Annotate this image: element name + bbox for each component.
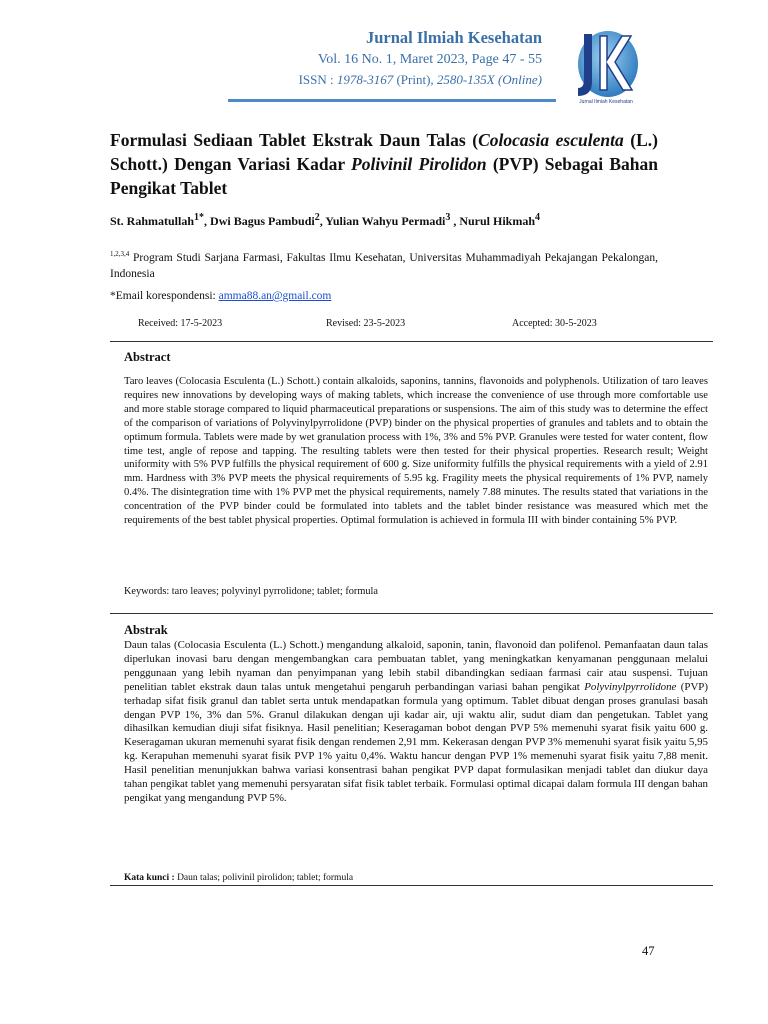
abstract-heading: Abstract bbox=[124, 350, 171, 364]
kata-kunci: Kata kunci : Daun talas; polivinil pirolidon; tablet; formula bbox=[124, 873, 354, 883]
author-list: St. Rahmatullah$^{1*}$, Dwi Bagus Pambudi$^2$, Yulian Wahyu Permadi$^3$ , Nurul Hikmah$^4$ bbox=[110, 212, 541, 228]
divider bbox=[110, 885, 713, 886]
author-name: Nurul Hikmah bbox=[459, 214, 536, 228]
revised-date: Revised: 23-5-2023 bbox=[326, 318, 406, 329]
accepted-date: Accepted: 30-5-2023 bbox=[512, 318, 597, 329]
affiliation: $^{1,2,3,4}$ Program Studi Sarjana Farmasi, Fakultas Ilmu Kesehatan, Universitas Muhammadiyah Pekajangan Pekalongan, Indonesia bbox=[110, 250, 658, 280]
keywords: Keywords: taro leaves; polyvinyl pyrrolidone; tablet; formula bbox=[124, 586, 378, 597]
paper-title: Formulasi Sediaan Tablet Ekstrak Daun Talas (Colocasia esculenta (L.) Schott.) Dengan Variasi Kadar Polivinil Pirolidon (PVP) Sebagai Bahan Pengikat Tablet bbox=[110, 130, 659, 198]
abstract-body: Taro leaves (Colocasia Esculenta (L.) Schott.) contain alkaloids, saponins, tannins, flavonoids and polyphenols. Utilization of taro leaves requires new innovations by developing ways of making tablets, which increase the convenience of use through more comfortable use and more stable storage compared to liquid pharmaceutical preparations or suspensions. The aim of this study was to determine the effect of the comparison of variations of Polyvinylpyrrolidone (PVP) binder on the physical properties of granules and tablets and to obtain the optimum formula. Tablets were made by wet granulation process with 1%, 3% and 5% PVP. Granules were tested for water content, flow time test, angle of repose and tapping. The resulting tablets were then tested for their physical properties. Research result; Weight uniformity with 5% PVP fulfills the physical requirement of 600 g. Size uniformity fulfills the physical requirements with a yield of 2.91 mm. Hardness with 3% PVP meets the physical requirements of 5.95 kg. Fragility meets the physical requirements of 1% PVP, namely 0.4%. The disintegration time with 1% PVP met the physical requirements, namely 7.88 minutes. The results stated that variations in the concentration of the PVP binder could be formulated into tablets and the tablet binder resistance was measured which met the requirements of the best tablet physical properties. Optimal formulation is achieved in formula III with binder containing 5% PVP. bbox=[124, 376, 708, 527]
divider bbox=[110, 613, 713, 614]
logo-text: Jurnal Ilmiah Kesehatan bbox=[579, 99, 633, 105]
author-name: Yulian Wahyu Permadi bbox=[325, 214, 446, 228]
journal-name: Jurnal Ilmiah Kesehatan bbox=[365, 28, 542, 47]
correspondence: *Email korespondensi: amma88.an@gmail.com bbox=[110, 290, 332, 302]
email-link[interactable]: amma88.an@gmail.com bbox=[218, 290, 332, 302]
divider bbox=[110, 341, 713, 342]
author-name: St. Rahmatullah bbox=[110, 214, 195, 228]
page-number: 47 bbox=[642, 944, 655, 958]
author-name: Dwi Bagus Pambudi bbox=[210, 214, 315, 228]
header-rule bbox=[228, 99, 556, 102]
abstrak-heading: Abstrak bbox=[124, 623, 168, 637]
journal-logo bbox=[570, 26, 640, 106]
journal-issn: ISSN : 1978-3167 (Print), 2580-135X (Online) bbox=[298, 72, 542, 87]
journal-header bbox=[0, 18, 768, 108]
abstrak-body: Daun talas (Colocasia Esculenta (L.) Schott.) mengandung alkaloid, saponin, tanin, flavonoid dan polifenol. Pemanfaatan daun talas diperlukan inovasi baru dengan mengembangkan cara pembuatan tablet, yang meningkatkan kenyamanan penggunaan melalui penggunaan yang lebih nyaman dan penyimpanan yang lebih stabil dibandingkan sediaan farmasi cair atau suspensi. Tujuan penelitian tablet ekstrak daun talas untuk mengetahui pengaruh perbandingan variasi bahan pengikat Polyvinylpyrrolidone (PVP) terhadap sifat fisik granul dan tablet serta untuk mendapatkan formula yang optimum. Tablet dibuat dengan proses granulasi basah dengan PVP 1%, 3% dan 5%. Granul dilakukan dengan uji kadar air, uji waktu alir, sudut diam dan pengetukan. Tablet yang dihasilkan kemudian diuji sifat fisiknya. Hasil penelitian; Keseragaman bobot dengan PVP 5% memenuhi syarat fisik yaitu 600 g. Keseragaman ukuran memenuhi syarat fisik dengan rendemen 2,91 mm. Kekerasan dengan PVP 3% memenuhi syarat fisik yaitu 5,95 kg. Kerapuhan memenuhi syarat fisik PVP 1% yaitu 0,4%. Waktu hancur dengan PVP 1% memenuhi syarat fisik yaitu 7,88 menit. Hasil penelitian menunjukkan bahwa variasi konsentrasi bahan pengikat PVP dapat formulasikan menjadi tablet dan diukur daya tahan pengikat tablet yang memenuhi persyaratan sifat fisik tablet terbaik. Formulasi optimal dicapai dalam formula III dengan bahan pengikat yang mengandung PVP 5%. bbox=[124, 639, 708, 804]
journal-volume: Vol. 16 No. 1, Maret 2023, Page 47 - 55 bbox=[317, 52, 542, 67]
received-date: Received: 17-5-2023 bbox=[138, 318, 223, 329]
